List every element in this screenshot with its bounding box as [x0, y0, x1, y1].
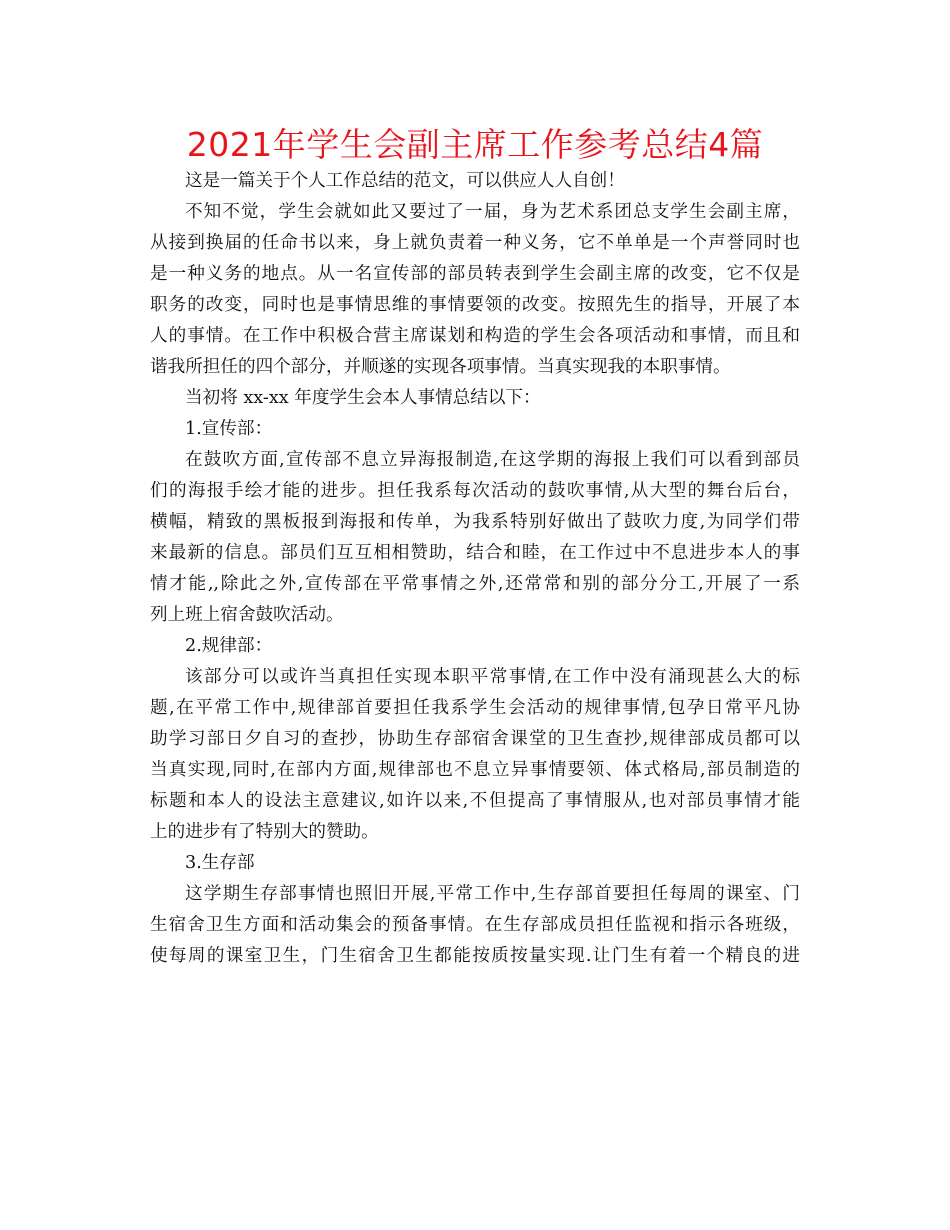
paragraph-line: 谐我所担任的四个部分，并顺遂的实现各项事情。当真实现我的本职事情。 — [150, 357, 731, 377]
intro-paragraph — [150, 166, 800, 197]
paragraph-line: 是一种义务的地点。从一名宣传部的部员转表到学生会副主席的改变，它不仅是 — [150, 264, 800, 284]
paragraph-line: 横幅，精致的黑板报到海报和传单，为我系特别好做出了鼓吹力度,为同学们带 — [150, 512, 800, 532]
paragraph-line: 生宿舍卫生方面和活动集会的预备事情。在生存部成员担任监视和指示各班级， — [150, 915, 800, 935]
paragraph-line: 们的海报手绘才能的进步。担任我系每次活动的鼓吹事情,从大型的舞台后台， — [150, 481, 800, 501]
paragraph-line: 不知不觉，学生会就如此又要过了一届，身为艺术系团总支学生会副主席， — [185, 202, 800, 222]
paragraph-line: 在鼓吹方面,宣传部不息立异海报制造,在这学期的海报上我们可以看到部员 — [185, 450, 800, 470]
paragraph-line: 当真实现,同时,在部内方面,规律部也不息立异事情要领、体式格局,部员制造的 — [150, 760, 800, 780]
section-body-life — [150, 879, 800, 972]
section-heading-publicity: 1.宣传部： — [185, 419, 273, 439]
paragraph-line: 情才能,,除此之外,宣传部在平常事情之外,还常常和别的部分分工,开展了一系 — [150, 574, 800, 594]
paragraph-line: 这学期生存部事情也照旧开展,平常工作中,生存部首要担任每周的课室、门 — [185, 884, 800, 904]
section-body-publicity — [150, 445, 800, 631]
paragraph-line: 来最新的信息。部员们互互相相赞助，结合和睦，在工作过中不息进步本人的事 — [150, 543, 800, 563]
paragraph-line: 题,在平常工作中,规律部首要担任我系学生会活动的规律事情,包孕日常平凡协 — [150, 698, 800, 718]
paragraph-line: 该部分可以或许当真担任实现本职平常事情,在工作中没有涌现甚么大的标 — [185, 667, 800, 687]
paragraph-line: 标题和本人的设法主意建议,如许以来,不但提高了事情服从,也对部员事情才能 — [150, 791, 800, 811]
section-body-discipline — [150, 662, 800, 848]
paragraph-line: 上的进步有了特别大的赞助。 — [150, 822, 379, 842]
paragraph-line: 列上班上宿舍鼓吹活动。 — [150, 605, 344, 625]
paragraph-line: 从接到换届的任命书以来，身上就负责着一种义务，它不单单是一个声誉同时也 — [150, 233, 800, 253]
paragraph-line: 职务的改变，同时也是事情思维的事情要领的改变。按照先生的指导，开展了本 — [150, 295, 800, 315]
paragraph-line: 助学习部日夕自习的查抄，协助生存部宿舍课堂的卫生查抄,规律部成员都可以 — [150, 729, 800, 749]
paragraph-line: 人的事情。在工作中积极合营主席谋划和构造的学生会各项活动和事情，而且和 — [150, 326, 800, 346]
section-heading-discipline: 2.规律部： — [185, 636, 273, 656]
summary-intro-text: 当初将 xx-xx 年度学生会本人事情总结以下： — [185, 388, 541, 408]
document-body — [150, 166, 800, 972]
document-title: 2021年学生会副主席工作参考总结4篇 — [186, 125, 764, 164]
intro-text: 这是一篇关于个人工作总结的范文，可以供应人人自创！ — [185, 171, 625, 191]
section-heading-life: 3.生存部 — [185, 853, 255, 873]
paragraph-1 — [150, 197, 800, 383]
paragraph-line: 使每周的课室卫生，门生宿舍卫生都能按质按量实现.让门生有着一个精良的进 — [150, 946, 800, 966]
summary-intro — [150, 383, 800, 414]
